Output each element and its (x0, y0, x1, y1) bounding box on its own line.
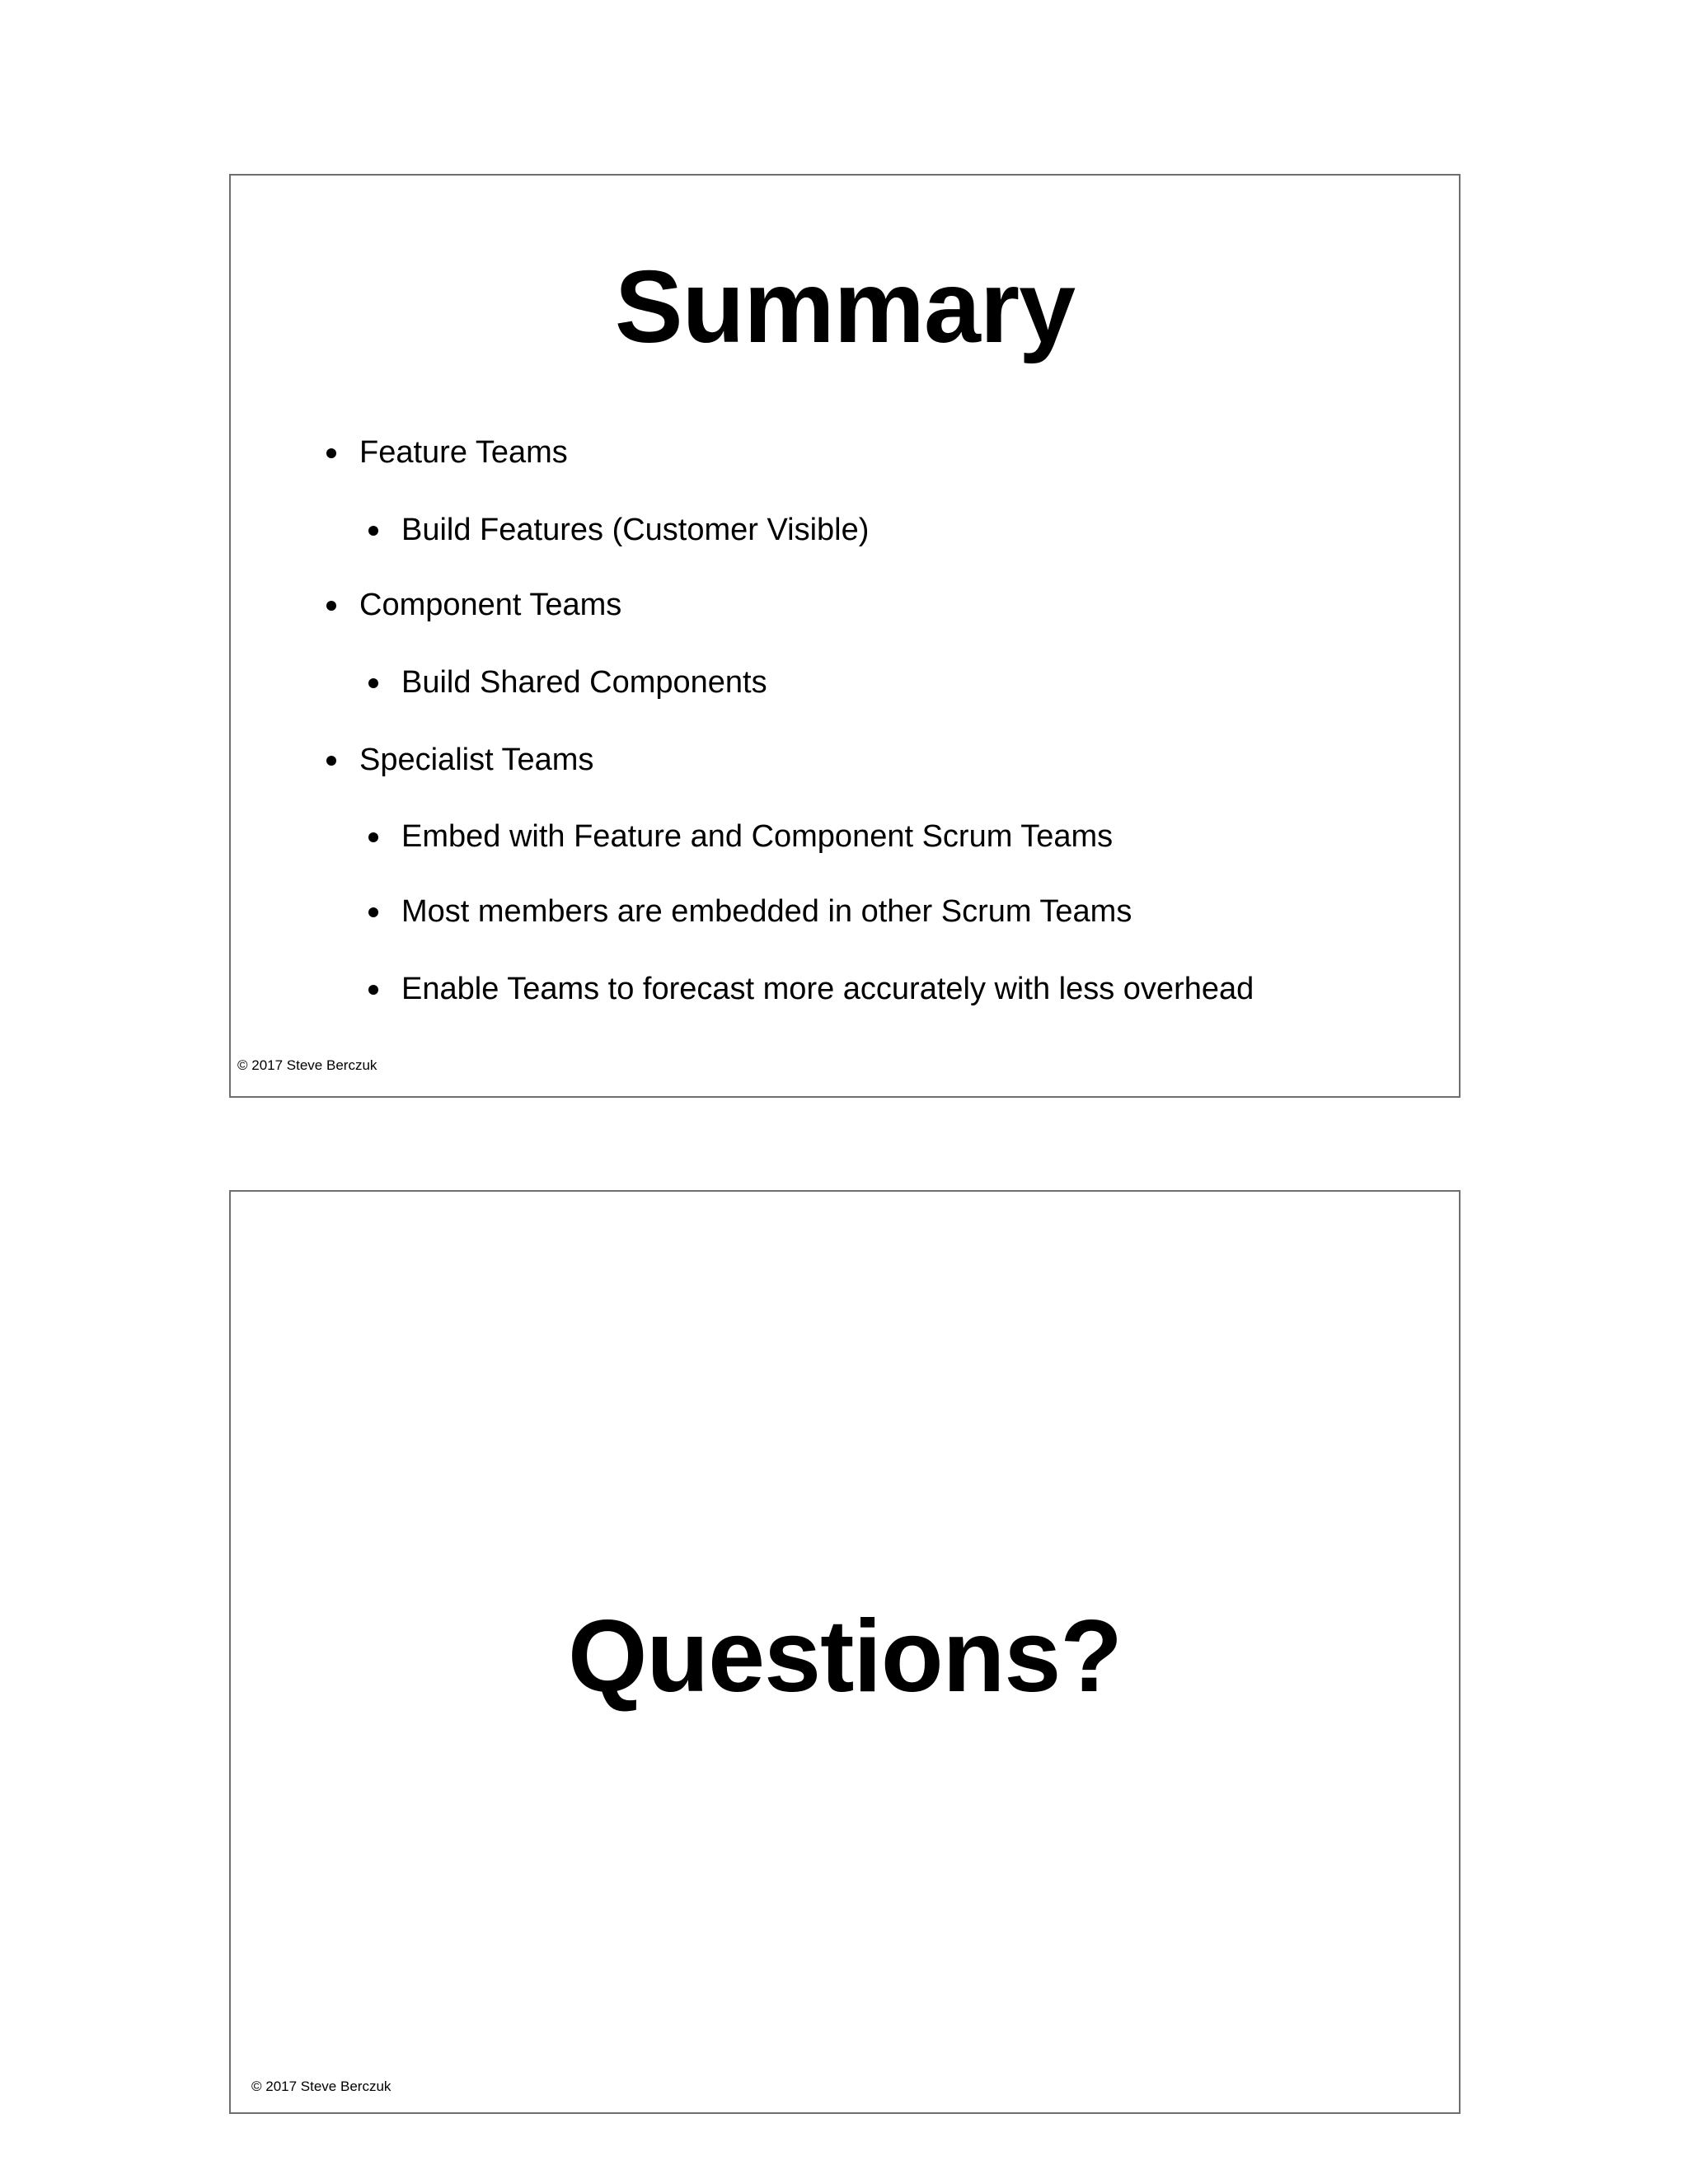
slide-title: Questions? (567, 1600, 1123, 1713)
bullet-list (231, 176, 1459, 1096)
bullet-dot-icon (368, 832, 378, 842)
bullet-dot-icon (326, 448, 336, 458)
bullet-item (401, 514, 869, 546)
bullet-text: Specialist Teams (359, 743, 594, 777)
bullet-item (359, 744, 593, 776)
bullet-text: Feature Teams (359, 435, 568, 470)
bullet-item (401, 821, 1113, 852)
bullet-dot-icon (368, 985, 378, 995)
bullet-dot-icon (368, 526, 378, 536)
bullet-text: Most members are embedded in other Scrum Teams (401, 894, 1132, 929)
bullet-text: Enable Teams to forecast more accurately with less overhead (401, 972, 1254, 1006)
bullet-dot-icon (326, 601, 336, 611)
bullet-text: Component Teams (359, 588, 622, 622)
slide-questions (229, 1190, 1461, 2114)
bullet-item (401, 667, 767, 698)
copyright-footer: © 2017 Steve Berczuk (251, 2079, 392, 2094)
bullet-dot-icon (368, 907, 378, 917)
slide-summary (229, 174, 1461, 1098)
bullet-dot-icon (368, 678, 378, 688)
bullet-item (401, 973, 1254, 1005)
bullet-text: Embed with Feature and Component Scrum Teams (401, 819, 1114, 854)
bullet-text: Build Shared Components (401, 665, 767, 700)
bullet-item (401, 896, 1132, 927)
bullet-item (359, 437, 568, 468)
bullet-text: Build Features (Customer Visible) (401, 513, 870, 547)
copyright-footer: © 2017 Steve Berczuk (237, 1057, 377, 1073)
bullet-item (359, 589, 621, 621)
slide-title: Summary (614, 251, 1076, 364)
bullet-dot-icon (326, 756, 336, 766)
